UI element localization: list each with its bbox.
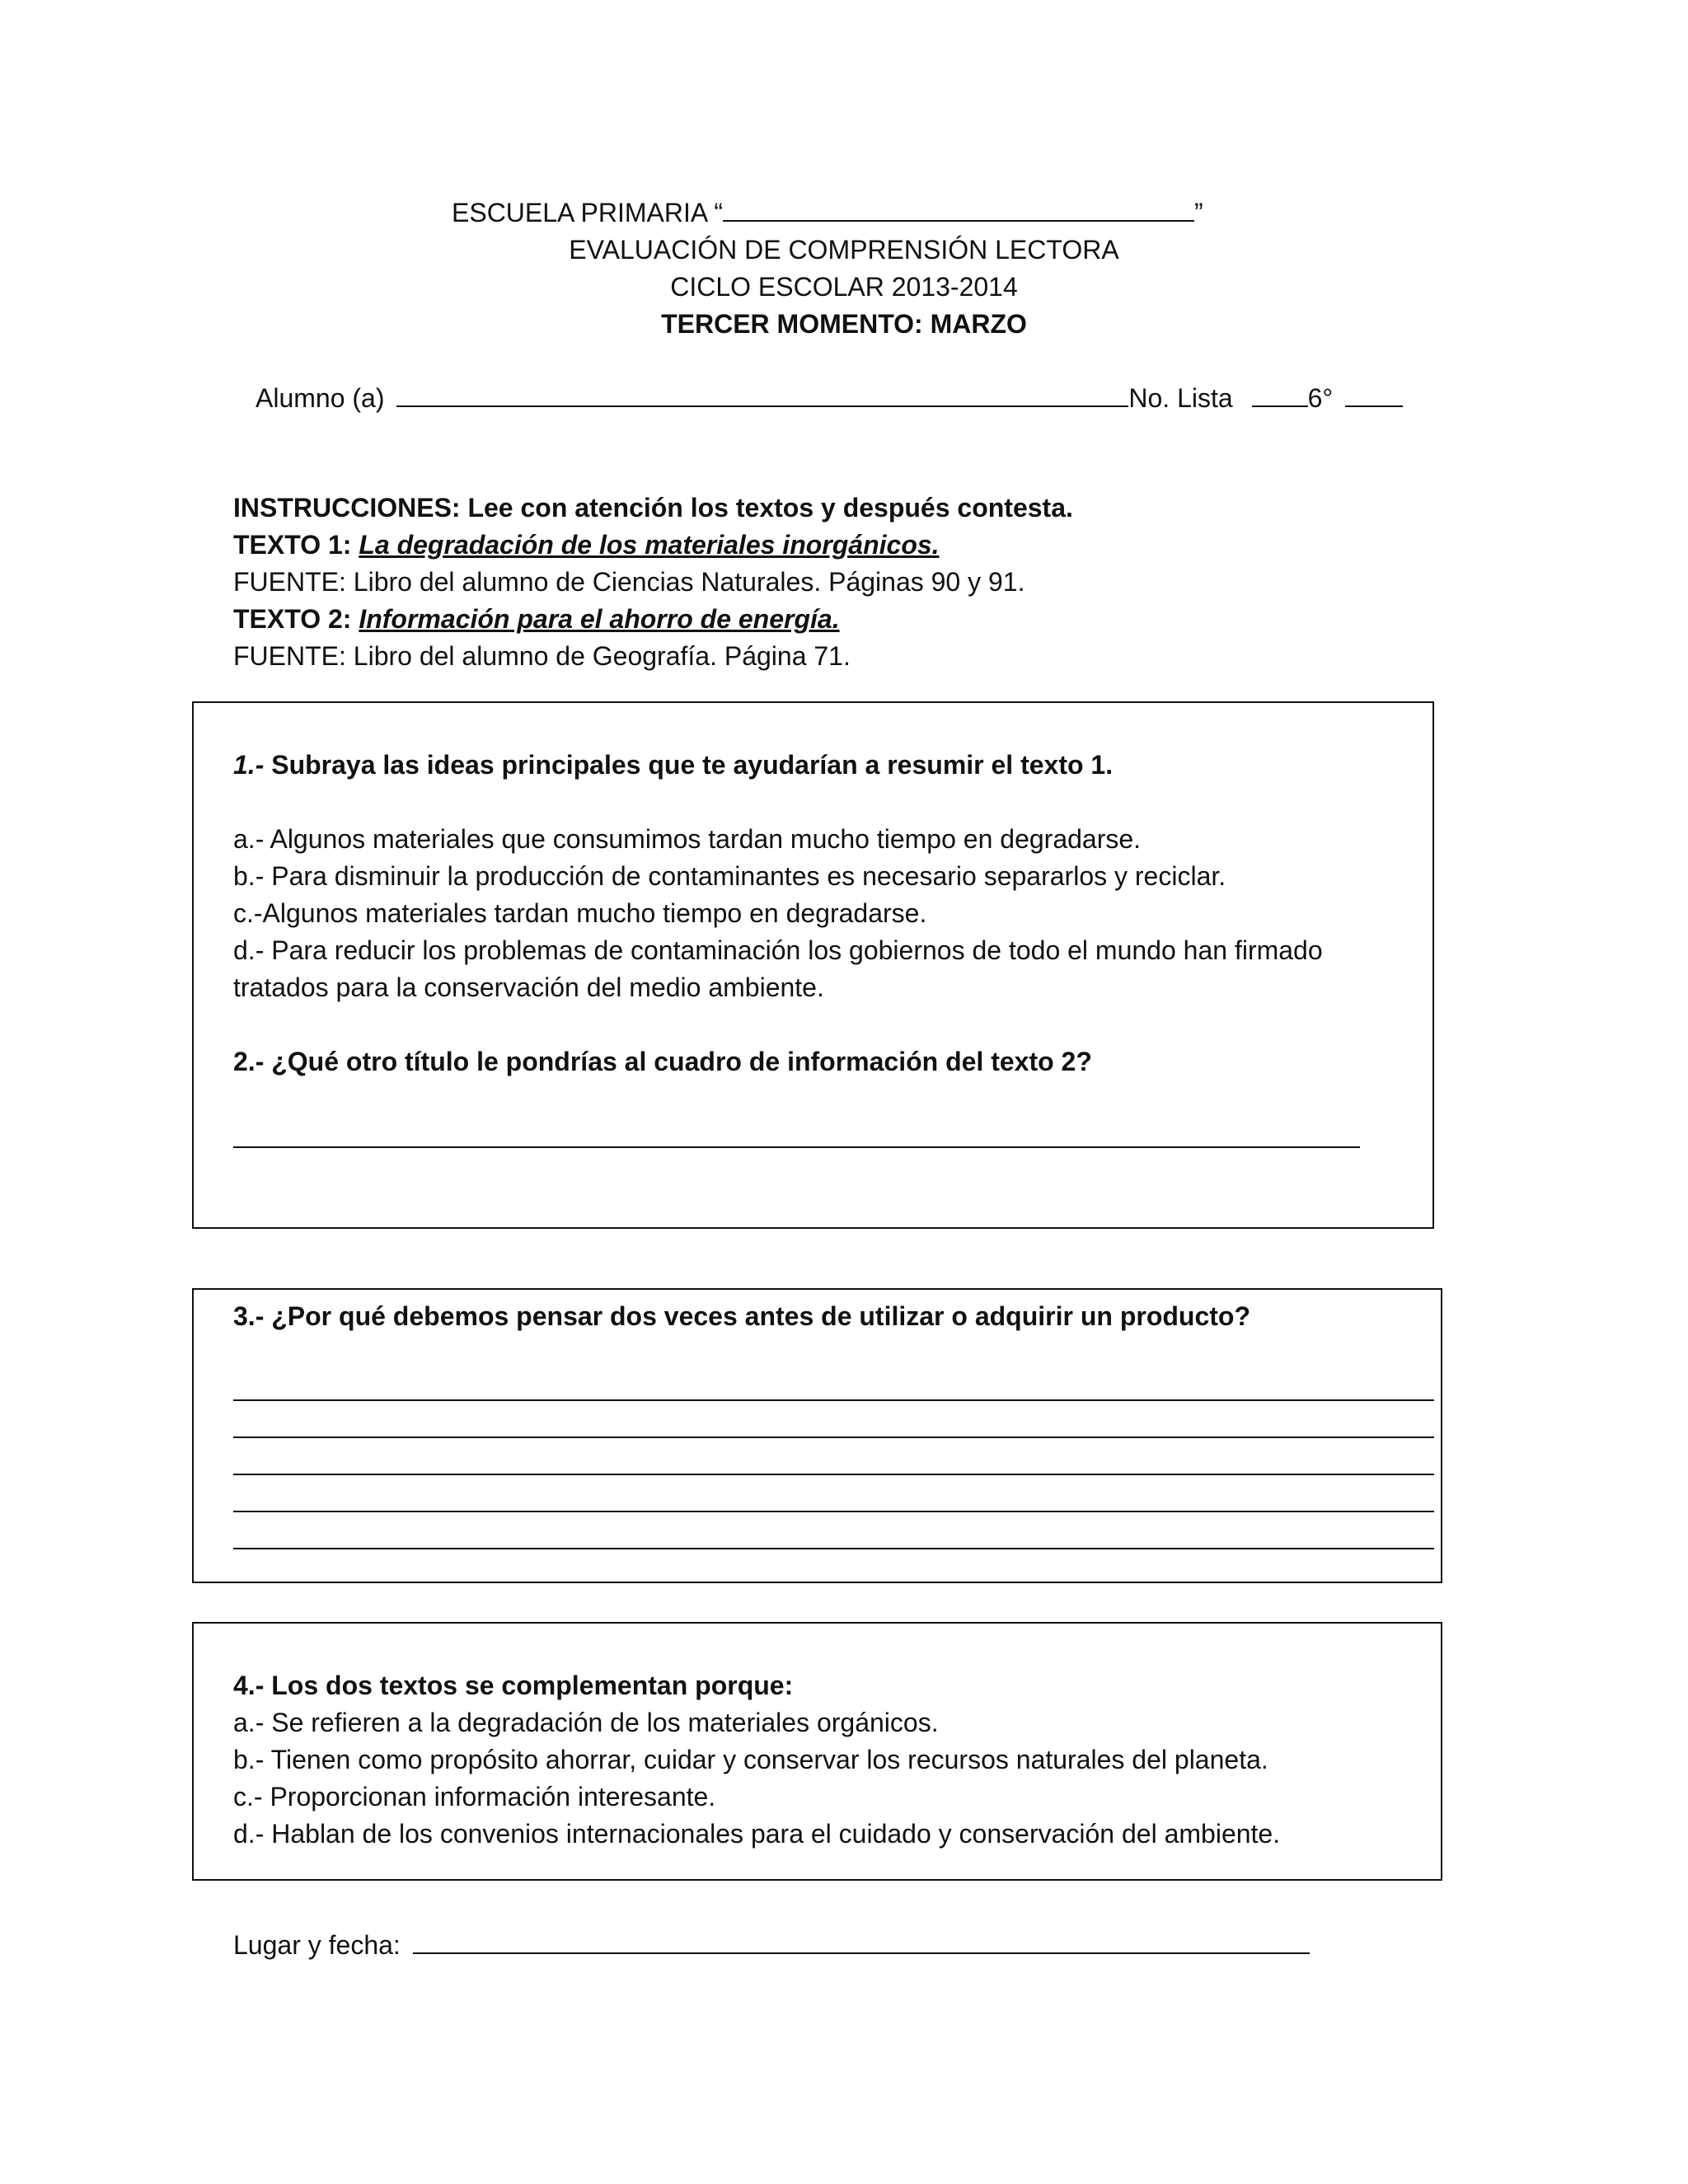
text2-source: FUENTE: Libro del alumno de Geografía. Página 71. xyxy=(233,641,851,671)
q4-option-a[interactable]: a.- Se refieren a la degradación de los materiales orgánicos. xyxy=(233,1708,939,1737)
text2-label: TEXTO 2: xyxy=(233,604,359,634)
student-name-blank[interactable] xyxy=(396,381,1128,407)
q4-option-d[interactable]: d.- Hablan de los convenios internacionales para el cuidado y conservación del ambiente. xyxy=(233,1819,1281,1849)
q1-option-b[interactable]: b.- Para disminuir la producción de contaminantes es necesario separarlos y reciclar. xyxy=(233,861,1226,891)
q4-prompt: 4.- Los dos textos se complementan porque: xyxy=(233,1671,794,1700)
place-date-blank[interactable] xyxy=(413,1928,1310,1954)
group-blank[interactable] xyxy=(1345,381,1403,407)
instructions-label: INSTRUCCIONES: Lee con atención los textos y después contesta. xyxy=(233,493,1073,523)
q3-answer-line-4[interactable] xyxy=(233,1511,1434,1512)
student-row xyxy=(256,380,1403,416)
text1-title: La degradación de los materiales inorgánicos. xyxy=(359,530,940,560)
text1-line xyxy=(233,527,940,563)
q1-number: 1.- xyxy=(233,750,265,780)
school-cycle: CICLO ESCOLAR 2013-2014 xyxy=(670,272,1018,302)
q4-option-b[interactable]: b.- Tienen como propósito ahorrar, cuidar y conservar los recursos naturales del planeta. xyxy=(233,1745,1268,1774)
school-name-blank[interactable] xyxy=(723,195,1194,222)
text2-title: Información para el ahorro de energía. xyxy=(359,604,840,634)
q1-text: Subraya las ideas principales que te ayudarían a resumir el texto 1. xyxy=(264,750,1114,780)
place-date-row xyxy=(233,1927,1310,1963)
school-prefix: ESCUELA PRIMARIA “ xyxy=(452,198,723,227)
list-number-blank[interactable] xyxy=(1252,381,1308,407)
student-label: Alumno (a) xyxy=(256,383,385,413)
q1-option-a[interactable]: a.- Algunos materiales que consumimos tardan mucho tiempo en degradarse. xyxy=(233,824,1142,854)
q4-option-c[interactable]: c.- Proporcionan información interesante. xyxy=(233,1782,716,1811)
text1-label: TEXTO 1: xyxy=(233,530,359,560)
q3-answer-line-1[interactable] xyxy=(233,1399,1434,1401)
moment-title: TERCER MOMENTO: MARZO xyxy=(661,309,1027,339)
list-label: No. Lista xyxy=(1128,383,1233,413)
school-line xyxy=(452,194,1203,231)
evaluation-title: EVALUACIÓN DE COMPRENSIÓN LECTORA xyxy=(569,235,1119,265)
q2-prompt: 2.- ¿Qué otro título le pondrías al cuadro de información del texto 2? xyxy=(233,1047,1092,1076)
q1-option-d-cont[interactable]: tratados para la conservación del medio ambiente. xyxy=(233,972,824,1002)
q1-option-d[interactable]: d.- Para reducir los problemas de contaminación los gobiernos de todo el mundo han firmado xyxy=(233,935,1323,965)
text2-line xyxy=(233,601,840,637)
q3-prompt: 3.- ¿Por qué debemos pensar dos veces antes de utilizar o adquirir un producto? xyxy=(233,1301,1251,1331)
place-date-label: Lugar y fecha: xyxy=(233,1930,401,1960)
grade-label: 6° xyxy=(1307,383,1334,413)
q3-answer-line-5[interactable] xyxy=(233,1548,1434,1549)
q2-answer-line[interactable] xyxy=(233,1146,1360,1148)
text1-source: FUENTE: Libro del alumno de Ciencias Naturales. Páginas 90 y 91. xyxy=(233,567,1025,597)
q3-answer-line-3[interactable] xyxy=(233,1474,1434,1475)
q1-option-c[interactable]: c.-Algunos materiales tardan mucho tiempo en degradarse. xyxy=(233,898,927,928)
q3-answer-line-2[interactable] xyxy=(233,1436,1434,1438)
school-suffix: ” xyxy=(1193,198,1203,227)
q1-prompt xyxy=(233,747,1113,783)
